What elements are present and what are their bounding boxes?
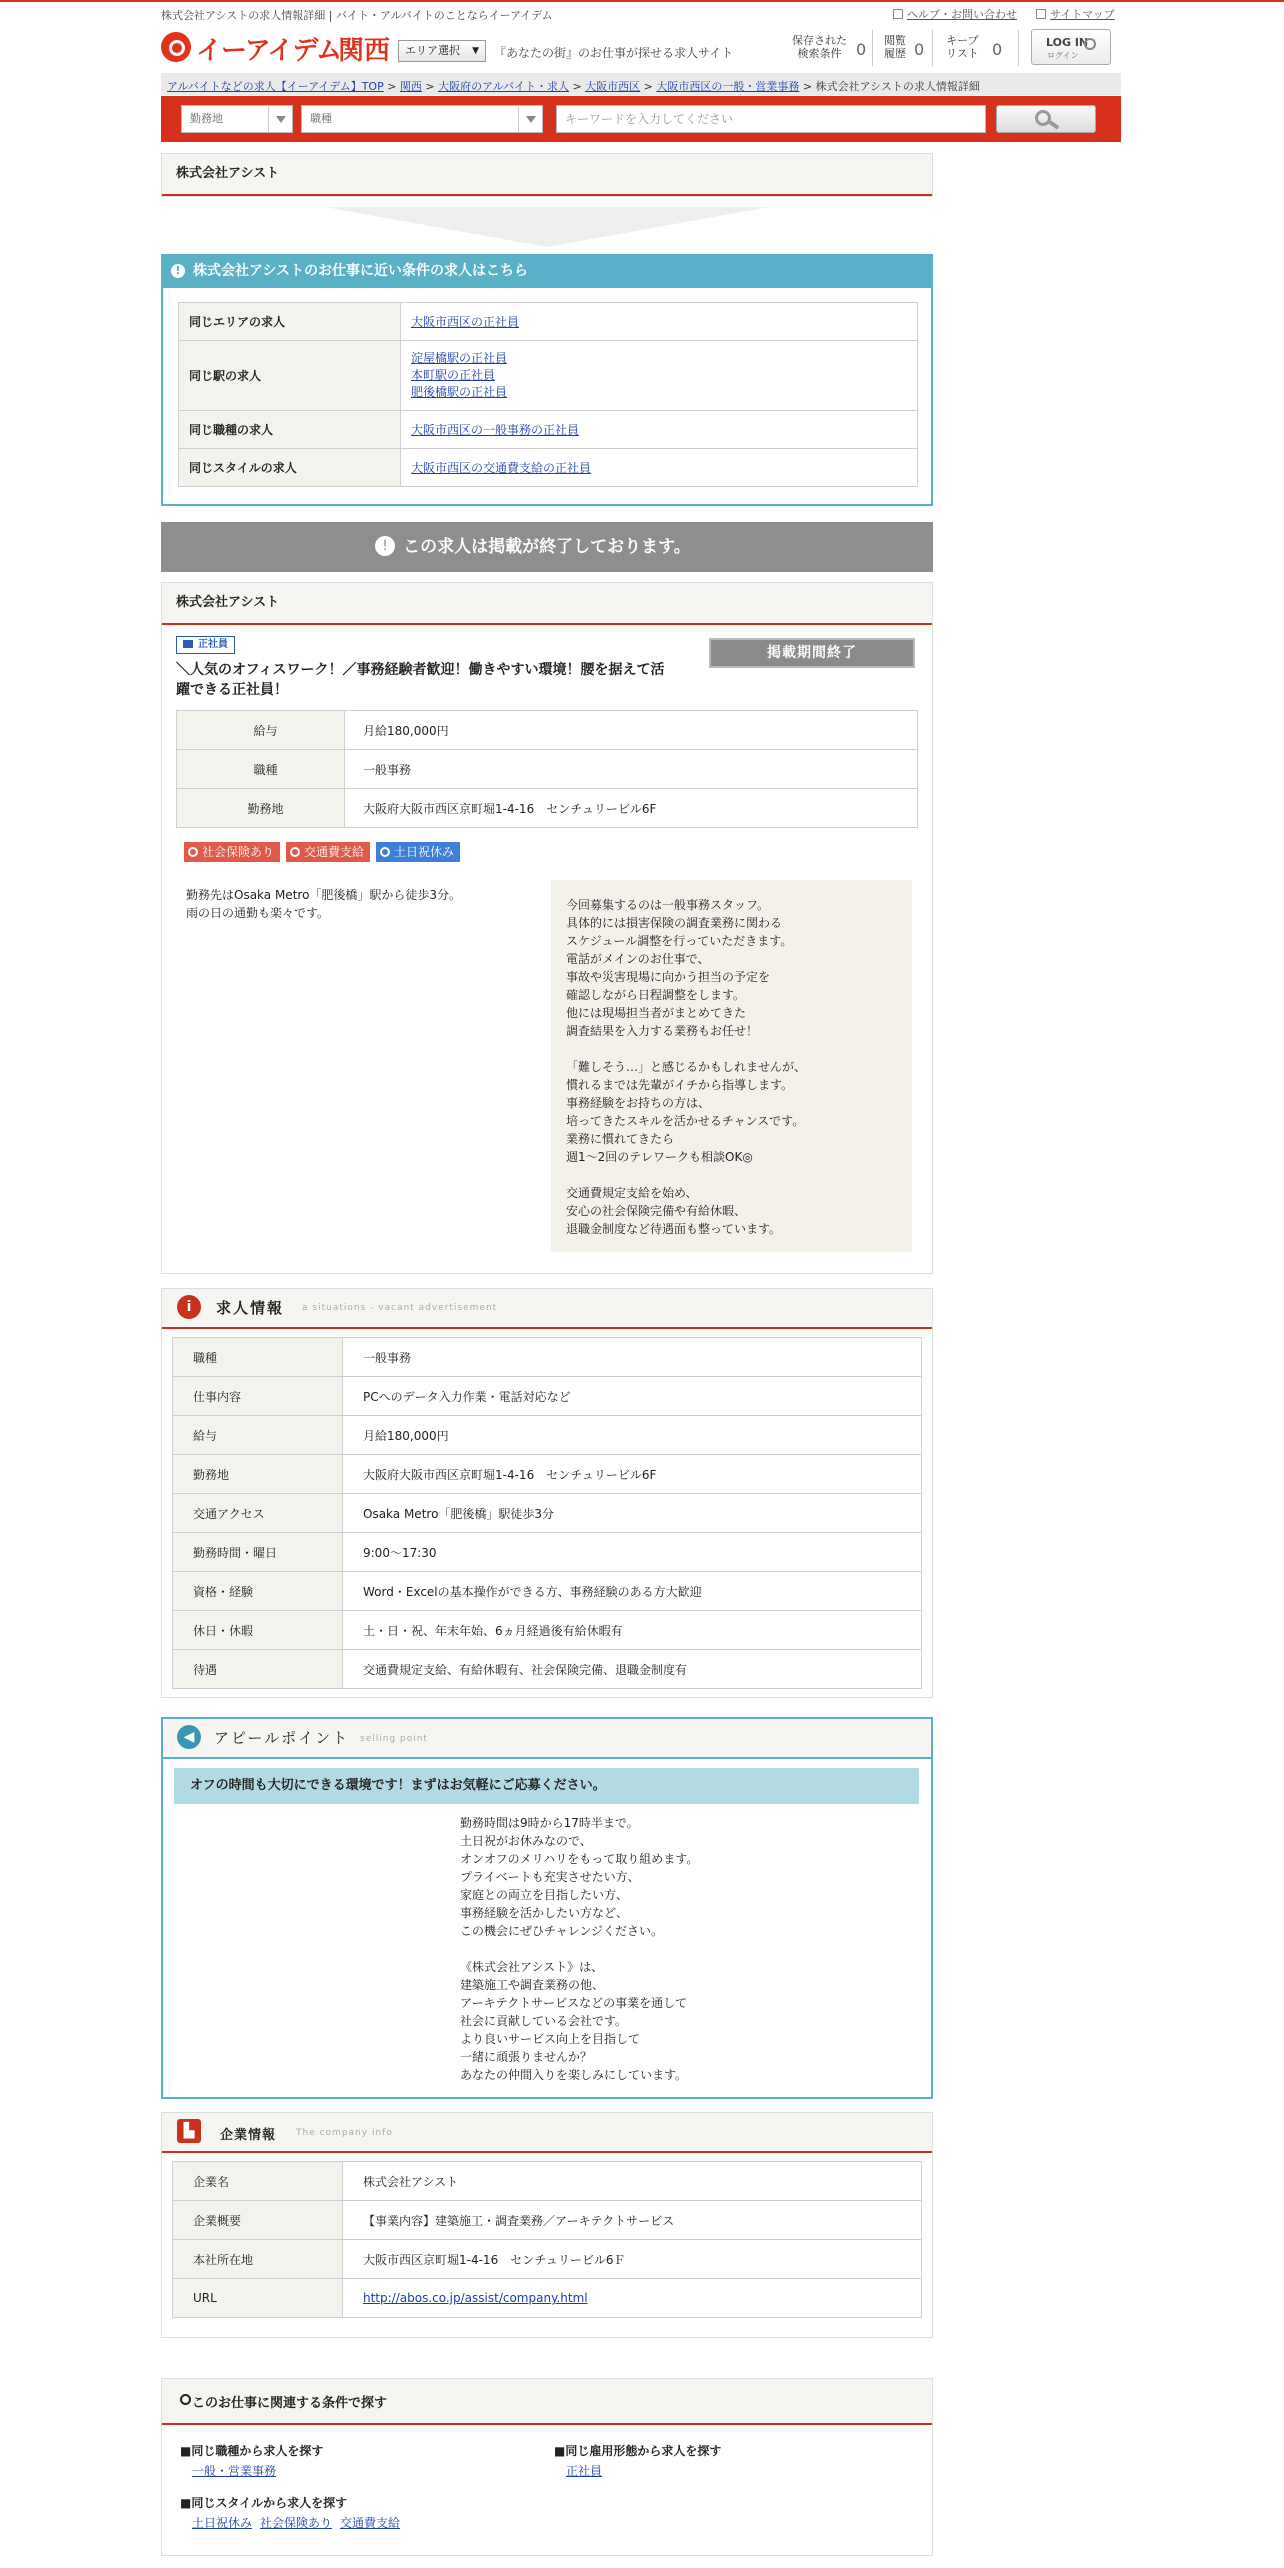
keep-label-1: キープ	[946, 34, 979, 47]
company-info-table	[172, 2161, 922, 2318]
row-value	[343, 2279, 922, 2318]
row-label: URL	[173, 2279, 343, 2318]
related-link[interactable]: 交通費支給	[340, 2516, 401, 2530]
appeal-subtitle: selling point	[360, 1734, 428, 1744]
similar-link[interactable]: 大阪市西区の一般事務の正社員	[411, 423, 580, 437]
building-icon: ▙	[177, 2119, 201, 2143]
table-row	[173, 2279, 922, 2318]
divider	[1018, 30, 1019, 66]
row-value: Word・Excelの基本操作ができる方、事務経験のある方大歓迎	[343, 1572, 922, 1611]
badge-weekends-off	[376, 842, 460, 862]
similar-link[interactable]: 肥後橋駅の正社員	[411, 385, 508, 399]
row-label: 交通アクセス	[173, 1494, 343, 1533]
keep-count: 0	[992, 40, 1003, 59]
table-row	[173, 1611, 922, 1650]
row-value: 大阪府大阪市西区京町堀1-4-16 センチュリービル6F	[343, 1455, 922, 1494]
job-company-title: 株式会社アシスト	[162, 583, 932, 625]
related-jobtype-heading: ■同じ職種から求人を探す	[180, 2444, 324, 2458]
similar-link[interactable]: 大阪市西区の正社員	[411, 315, 520, 329]
breadcrumb-item-jobtype[interactable]: 大阪市西区の一般・営業事務	[656, 80, 800, 93]
row-label: 給与	[173, 1416, 343, 1455]
info-icon: !	[171, 264, 185, 278]
history-link[interactable]	[884, 34, 906, 60]
job-headline-line2: 躍できる正社員！	[176, 682, 288, 698]
row-label: 同じエリアの求人	[179, 303, 401, 341]
help-link[interactable]	[893, 6, 1017, 22]
info-icon: i	[177, 1295, 201, 1319]
saved-searches-link[interactable]	[792, 34, 847, 60]
related-style-links	[192, 2514, 408, 2531]
area-select-button[interactable]	[398, 40, 486, 62]
breadcrumb: アルバイトなどの求人【イーアイデム】TOP > 関西 > 大阪府のアルバイト・求人 > 大阪市西区 > 大阪市西区の一般・営業事務 > 株式会社アシストの求人情報詳細	[167, 80, 980, 93]
jobtype-select[interactable]	[301, 105, 543, 133]
history-label-1: 閲覧	[884, 34, 906, 47]
row-label: 同じ駅の求人	[179, 341, 401, 411]
row-label: 企業名	[173, 2162, 343, 2201]
row-value: Osaka Metro「肥後橋」駅徒歩3分	[343, 1494, 922, 1533]
chevron-down-icon	[268, 105, 292, 133]
row-value: 株式会社アシスト	[343, 2162, 922, 2201]
related-employment-heading: ■同じ雇用形態から求人を探す	[554, 2444, 722, 2458]
logo-text[interactable]: イーアイデム	[196, 36, 342, 66]
row-label: 給与	[177, 711, 345, 750]
similar-link[interactable]: 本町駅の正社員	[411, 368, 496, 382]
job-summary-table	[176, 710, 918, 828]
area-select-label: エリア選択	[405, 44, 460, 57]
row-value: 月給180,000円	[345, 711, 918, 750]
keyword-input[interactable]: キーワードを入力してください	[556, 105, 986, 133]
breadcrumb-item-kansai[interactable]: 関西	[399, 80, 422, 93]
heart-icon	[290, 847, 300, 857]
key-icon	[1084, 38, 1096, 50]
row-label: 勤務地	[173, 1455, 343, 1494]
catchphrase: 『あなたの街』のお仕事が探せる求人サイト	[494, 46, 734, 60]
row-value	[401, 411, 918, 449]
ended-notice: この求人は掲載が終了しております。	[161, 522, 933, 572]
top-accent-line	[0, 0, 1284, 2]
related-jobtype-links	[192, 2462, 284, 2479]
badge-social-insurance	[184, 842, 280, 862]
breadcrumb-item-nishiku[interactable]: 大阪市西区	[585, 80, 641, 93]
badge-label: 社会保険あり	[202, 845, 275, 859]
table-row	[173, 1455, 922, 1494]
row-value: 9:00〜17:30	[343, 1533, 922, 1572]
pointer-triangle	[325, 207, 769, 247]
table-row	[179, 341, 918, 411]
table-row	[173, 1416, 922, 1455]
row-label: 休日・休暇	[173, 1611, 343, 1650]
row-label: 待遇	[173, 1650, 343, 1689]
related-style-heading: ■同じスタイルから求人を探す	[180, 2496, 348, 2510]
keep-label-2: リスト	[946, 47, 979, 60]
row-value: 土・日・祝、年末年始、6ヵ月経過後有給休暇有	[343, 1611, 922, 1650]
login-sublabel: ログイン	[1047, 51, 1079, 60]
sitemap-link[interactable]	[1036, 6, 1115, 22]
sitemap-icon	[1036, 9, 1046, 19]
appeal-lead: オフの時間も大切にできる環境です！まずはお気軽にご応募ください。	[174, 1768, 919, 1804]
keep-list-link[interactable]	[946, 34, 979, 60]
badge-label: 交通費支給	[304, 845, 365, 859]
job-headline-line1: ＼人気のオフィスワーク！／事務経験者歓迎！働きやすい環境！腰を据えて活	[176, 662, 665, 678]
breadcrumb-item-top[interactable]: アルバイトなどの求人【イーアイデム】TOP	[167, 80, 384, 93]
row-value	[401, 303, 918, 341]
megaphone-icon: ◀	[177, 1725, 201, 1749]
appeal-body: 勤務時間は9時から17時半まで。 土日祝がお休みなので、 オンオフのメリハリをもって取り組めます。 プライベートも充実させたい方、 家庭との両立を目指したい方、 事務経験を活かしたい方など、 この機会にぜひチャレンジください。 《株式会社アシスト》は、 建築施工や調査業務の他、 アーキテクトサービスなどの事業を通して 社会に貢献している会社です。 より良いサービス向上を目指して 一緒に頑張りませんか？ あなたの仲間入りを楽しみにしています。	[460, 1816, 699, 2082]
badge-label: 土日祝休み	[394, 845, 455, 859]
related-link[interactable]: 一般・営業事務	[192, 2464, 277, 2478]
clock-icon	[380, 847, 390, 857]
table-row	[173, 2240, 922, 2279]
company-info-header	[162, 2113, 932, 2153]
row-label: 同じ職種の求人	[179, 411, 401, 449]
row-value: 大阪市西区京町堀1-4-16 センチュリービル6Ｆ	[343, 2240, 922, 2279]
help-link-label: ヘルプ・お問い合わせ	[907, 8, 1017, 21]
job-info-subtitle: a situations - vacant advertisement	[302, 1303, 498, 1313]
breadcrumb-item-osaka[interactable]: 大阪府のアルバイト・求人	[438, 80, 569, 93]
row-value: 大阪府大阪市西区京町堀1-4-16 センチュリービル6F	[345, 789, 918, 828]
page-tagline: 株式会社アシストの求人情報詳細 | バイト・アルバイトのことならイーアイデム	[161, 9, 553, 22]
row-value: PCへのデータ入力作業・電話対応など	[343, 1377, 922, 1416]
job-description: 今回募集するのは一般事務スタッフ。 具体的には損害保険の調査業務に関わる スケジュール調整を行っていただきます。 電話がメインのお仕事で、 事故や災害現場に向かう担当の予定を 確認しながら日程調整をします。 他には現場担当者がまとめてきた 調査結果を入力する業務もお任せ！ 「難しそう…」と感じるかもしれませんが、 慣れるまでは先輩がイチから指導します。 事務経験をお持ちの方は、 培ってきたスキルを活かせるチャンスです。 業務に慣れてきたら 週1〜2回のテレワークも相談OK◎ 交通費規定支給を始め、 安心の社会保険完備や有給休暇、 退職金制度など待遇面も整っています。	[566, 898, 807, 1236]
row-value: 交通費規定支給、有給休暇有、社会保険完備、退職金制度有	[343, 1650, 922, 1689]
job-info-title: 求人情報	[216, 1299, 285, 1317]
table-row	[177, 789, 918, 828]
exclamation-icon: !	[375, 536, 395, 556]
search-icon	[180, 2394, 191, 2405]
table-row	[177, 750, 918, 789]
table-row	[179, 449, 918, 487]
table-row	[173, 1650, 922, 1689]
saved-label-1: 保存された	[792, 34, 847, 47]
table-row	[177, 711, 918, 750]
similar-link[interactable]: 淀屋橋駅の正社員	[411, 351, 508, 365]
related-link[interactable]: 土日祝休み	[192, 2516, 253, 2530]
table-row	[173, 1377, 922, 1416]
table-row	[173, 2162, 922, 2201]
row-label: 本社所在地	[173, 2240, 343, 2279]
row-value: 月給180,000円	[343, 1416, 922, 1455]
similar-jobs-title: 株式会社アシストのお仕事に近い条件の求人はこちら	[161, 254, 933, 288]
help-icon	[893, 9, 903, 19]
history-label-2: 履歴	[884, 47, 906, 60]
jobtype-select-label: 職種	[310, 112, 332, 125]
employment-type-label: 正社員	[198, 639, 228, 650]
table-row	[173, 1533, 922, 1572]
saved-count: 0	[856, 40, 867, 59]
badge-transport	[286, 842, 370, 862]
logo-icon[interactable]	[161, 32, 191, 62]
breadcrumb-item-current: 株式会社アシストの求人情報詳細	[815, 80, 980, 93]
table-row	[173, 1494, 922, 1533]
heart-icon	[188, 847, 198, 857]
saved-label-2: 検索条件	[797, 47, 842, 60]
row-label: 企業概要	[173, 2201, 343, 2240]
sitemap-link-label: サイトマップ	[1050, 8, 1115, 21]
row-value: 【事業内容】建築施工・調査業務／アーキテクトサービス	[343, 2201, 922, 2240]
briefcase-icon	[183, 640, 193, 648]
row-label: 職種	[177, 750, 345, 789]
appeal-title: アピールポイント	[214, 1729, 350, 1747]
employment-type-tag	[176, 636, 235, 654]
expired-button[interactable]: 掲載期間終了	[709, 638, 915, 668]
job-info-table	[172, 1337, 922, 1689]
table-row	[173, 2201, 922, 2240]
divider	[932, 30, 933, 66]
row-value: 一般事務	[345, 750, 918, 789]
row-label: 勤務地	[177, 789, 345, 828]
related-employment-links	[566, 2462, 610, 2479]
related-link[interactable]: 正社員	[566, 2464, 603, 2478]
login-label: LOG IN	[1046, 36, 1089, 49]
table-row	[173, 1338, 922, 1377]
table-row	[179, 303, 918, 341]
related-title: このお仕事に関連する条件で探す	[192, 2396, 388, 2411]
row-value	[401, 449, 918, 487]
location-select-label: 勤務地	[190, 112, 223, 125]
company-info-subtitle: The company info	[296, 2128, 393, 2138]
company-title: 株式会社アシスト	[162, 154, 932, 196]
row-label: 同じスタイルの求人	[179, 449, 401, 487]
job-headline	[176, 660, 664, 700]
history-count: 0	[914, 40, 925, 59]
region-label: 関西	[338, 36, 391, 66]
related-link[interactable]: 社会保険あり	[260, 2516, 333, 2530]
row-label: 職種	[173, 1338, 343, 1377]
similar-jobs-table	[178, 302, 918, 487]
row-label: 勤務時間・曜日	[173, 1533, 343, 1572]
table-row	[173, 1572, 922, 1611]
row-label: 仕事内容	[173, 1377, 343, 1416]
row-value: 一般事務	[343, 1338, 922, 1377]
company-url-link[interactable]: http://abos.co.jp/assist/company.html	[363, 2291, 588, 2305]
access-note: 勤務先はOsaka Metro「肥後橋」駅から徒歩3分。 雨の日の通勤も楽々です。	[186, 888, 462, 920]
similar-link[interactable]: 大阪市西区の交通費支給の正社員	[411, 461, 592, 475]
row-label: 資格・経験	[173, 1572, 343, 1611]
chevron-down-icon	[518, 105, 542, 133]
triangle-down-icon: ▼	[472, 46, 479, 56]
company-info-title: 企業情報	[220, 2128, 277, 2143]
table-row	[179, 411, 918, 449]
row-value	[401, 341, 918, 411]
divider	[872, 30, 873, 66]
